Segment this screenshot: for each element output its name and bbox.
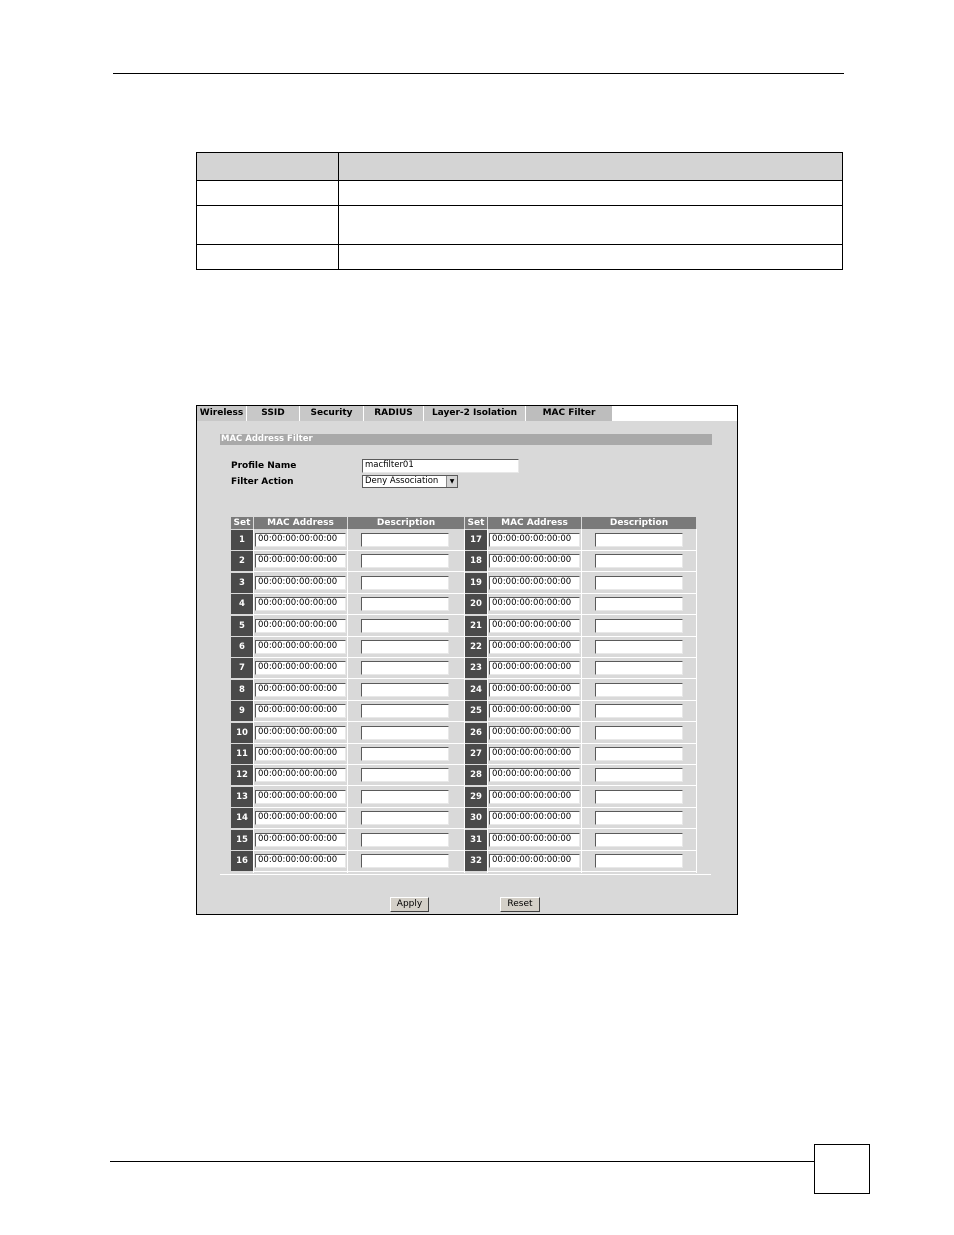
column-divider xyxy=(581,529,582,873)
description-input[interactable] xyxy=(595,619,683,633)
description-input[interactable] xyxy=(595,768,683,782)
mac-address-input[interactable]: 00:00:00:00:00:00 xyxy=(255,576,346,590)
set-number: 14 xyxy=(231,808,253,828)
set-number: 6 xyxy=(231,637,253,657)
table-row xyxy=(197,206,843,245)
description-input[interactable] xyxy=(361,640,449,654)
set-number: 31 xyxy=(465,830,487,850)
section-title: MAC Address Filter xyxy=(220,434,712,445)
column-divider xyxy=(696,529,697,873)
description-input[interactable] xyxy=(361,661,449,675)
column-header-mac-address: MAC Address xyxy=(488,517,581,529)
set-number: 15 xyxy=(231,830,253,850)
set-number: 22 xyxy=(465,637,487,657)
mac-address-input[interactable]: 00:00:00:00:00:00 xyxy=(255,533,346,547)
set-number: 29 xyxy=(465,787,487,807)
mac-address-input[interactable]: 00:00:00:00:00:00 xyxy=(255,704,346,718)
mac-address-input[interactable]: 00:00:00:00:00:00 xyxy=(255,854,346,868)
set-number: 16 xyxy=(231,851,253,871)
set-number: 12 xyxy=(231,765,253,785)
chevron-down-icon[interactable]: ▼ xyxy=(446,476,457,487)
set-number: 7 xyxy=(231,658,253,678)
set-number: 5 xyxy=(231,616,253,636)
set-number: 21 xyxy=(465,616,487,636)
footer-divider xyxy=(220,874,711,875)
column-header-set: Set xyxy=(465,517,487,529)
table-row xyxy=(197,181,843,206)
row-divider xyxy=(488,871,697,872)
set-number: 28 xyxy=(465,765,487,785)
mac-address-input[interactable]: 00:00:00:00:00:00 xyxy=(489,747,580,761)
column-divider xyxy=(253,529,254,873)
description-input[interactable] xyxy=(595,811,683,825)
mac-address-input[interactable]: 00:00:00:00:00:00 xyxy=(489,833,580,847)
description-input[interactable] xyxy=(595,554,683,568)
description-input[interactable] xyxy=(595,704,683,718)
filter-action-value: Deny Association xyxy=(365,476,439,486)
description-input[interactable] xyxy=(595,790,683,804)
mac-address-input[interactable]: 00:00:00:00:00:00 xyxy=(489,533,580,547)
description-input[interactable] xyxy=(361,619,449,633)
description-input[interactable] xyxy=(361,683,449,697)
set-number: 26 xyxy=(465,723,487,743)
description-input[interactable] xyxy=(595,640,683,654)
mac-address-input[interactable]: 00:00:00:00:00:00 xyxy=(255,833,346,847)
column-divider xyxy=(347,529,348,873)
set-number: 30 xyxy=(465,808,487,828)
filter-action-select[interactable] xyxy=(362,475,458,488)
description-input[interactable] xyxy=(361,704,449,718)
mac-address-input[interactable]: 00:00:00:00:00:00 xyxy=(489,576,580,590)
description-input[interactable] xyxy=(361,854,449,868)
description-input[interactable] xyxy=(361,726,449,740)
set-number: 4 xyxy=(231,594,253,614)
mac-address-input[interactable]: 00:00:00:00:00:00 xyxy=(489,661,580,675)
content-panel xyxy=(198,421,736,914)
mac-address-input[interactable]: 00:00:00:00:00:00 xyxy=(255,683,346,697)
set-number: 10 xyxy=(231,723,253,743)
description-input[interactable] xyxy=(361,768,449,782)
mac-address-input[interactable]: 00:00:00:00:00:00 xyxy=(489,811,580,825)
description-input[interactable] xyxy=(361,790,449,804)
set-number: 3 xyxy=(231,573,253,593)
description-table xyxy=(196,152,843,270)
tab-wireless[interactable]: Wireless xyxy=(197,406,247,421)
mac-filter-screen xyxy=(196,405,738,915)
footer-rule xyxy=(110,1161,815,1162)
table-header-row xyxy=(197,153,843,181)
description-input[interactable] xyxy=(595,726,683,740)
description-input[interactable] xyxy=(595,661,683,675)
tab-ssid[interactable]: SSID xyxy=(247,406,300,421)
description-input[interactable] xyxy=(595,747,683,761)
set-number: 11 xyxy=(231,744,253,764)
set-number: 1 xyxy=(231,530,253,550)
mac-address-input[interactable]: 00:00:00:00:00:00 xyxy=(255,619,346,633)
tab-layer2-isolation[interactable]: Layer-2 Isolation xyxy=(424,406,526,421)
mac-address-input[interactable]: 00:00:00:00:00:00 xyxy=(255,747,346,761)
set-number: 27 xyxy=(465,744,487,764)
reset-button[interactable]: Reset xyxy=(500,897,540,912)
column-header-mac-address: MAC Address xyxy=(254,517,347,529)
description-input[interactable] xyxy=(595,683,683,697)
tab-mac-filter[interactable]: MAC Filter xyxy=(526,406,613,421)
description-input[interactable] xyxy=(361,811,449,825)
mac-address-input[interactable]: 00:00:00:00:00:00 xyxy=(255,661,346,675)
mac-address-input[interactable]: 00:00:00:00:00:00 xyxy=(489,619,580,633)
tab-security[interactable]: Security xyxy=(300,406,364,421)
description-input[interactable] xyxy=(595,854,683,868)
set-number: 23 xyxy=(465,658,487,678)
mac-address-input[interactable]: 00:00:00:00:00:00 xyxy=(255,811,346,825)
description-input[interactable] xyxy=(361,833,449,847)
table-row xyxy=(197,245,843,270)
mac-address-input[interactable]: 00:00:00:00:00:00 xyxy=(489,704,580,718)
set-number: 19 xyxy=(465,573,487,593)
description-input[interactable] xyxy=(361,597,449,611)
description-input[interactable] xyxy=(595,597,683,611)
column-header-set: Set xyxy=(231,517,253,529)
column-divider xyxy=(464,529,465,873)
page-number-box xyxy=(814,1144,870,1194)
apply-button[interactable]: Apply xyxy=(390,897,429,912)
mac-address-input[interactable]: 00:00:00:00:00:00 xyxy=(255,768,346,782)
row-divider xyxy=(254,871,464,872)
tab-radius[interactable]: RADIUS xyxy=(364,406,424,421)
mac-address-input[interactable]: 00:00:00:00:00:00 xyxy=(489,790,580,804)
set-number: 24 xyxy=(465,680,487,700)
tab-bar xyxy=(197,406,737,421)
column-divider xyxy=(487,529,488,873)
mac-address-input[interactable]: 00:00:00:00:00:00 xyxy=(255,790,346,804)
profile-name-input[interactable]: macfilter01 xyxy=(362,459,519,473)
mac-address-input[interactable]: 00:00:00:00:00:00 xyxy=(489,640,580,654)
set-number: 17 xyxy=(465,530,487,550)
description-input[interactable] xyxy=(595,833,683,847)
mac-address-input[interactable]: 00:00:00:00:00:00 xyxy=(489,768,580,782)
mac-address-input[interactable]: 00:00:00:00:00:00 xyxy=(255,554,346,568)
column-header-description: Description xyxy=(348,517,464,529)
mac-address-input[interactable]: 00:00:00:00:00:00 xyxy=(489,683,580,697)
mac-address-input[interactable]: 00:00:00:00:00:00 xyxy=(489,597,580,611)
description-input[interactable] xyxy=(595,533,683,547)
set-number: 9 xyxy=(231,701,253,721)
description-input[interactable] xyxy=(361,576,449,590)
set-number: 25 xyxy=(465,701,487,721)
set-number: 32 xyxy=(465,851,487,871)
set-number: 2 xyxy=(231,551,253,571)
mac-address-input[interactable]: 00:00:00:00:00:00 xyxy=(255,640,346,654)
mac-address-input[interactable]: 00:00:00:00:00:00 xyxy=(489,554,580,568)
set-number: 20 xyxy=(465,594,487,614)
set-number: 13 xyxy=(231,787,253,807)
mac-address-input[interactable]: 00:00:00:00:00:00 xyxy=(489,726,580,740)
mac-address-input[interactable]: 00:00:00:00:00:00 xyxy=(489,854,580,868)
set-number: 8 xyxy=(231,680,253,700)
column-header-description: Description xyxy=(582,517,696,529)
description-input[interactable] xyxy=(595,576,683,590)
mac-address-input[interactable]: 00:00:00:00:00:00 xyxy=(255,597,346,611)
filter-action-label: Filter Action xyxy=(231,477,294,487)
description-input[interactable] xyxy=(361,747,449,761)
set-number: 18 xyxy=(465,551,487,571)
mac-address-input[interactable]: 00:00:00:00:00:00 xyxy=(255,726,346,740)
header-rule xyxy=(113,73,844,74)
profile-name-label: Profile Name xyxy=(231,461,297,471)
description-input[interactable] xyxy=(361,533,449,547)
description-input[interactable] xyxy=(361,554,449,568)
